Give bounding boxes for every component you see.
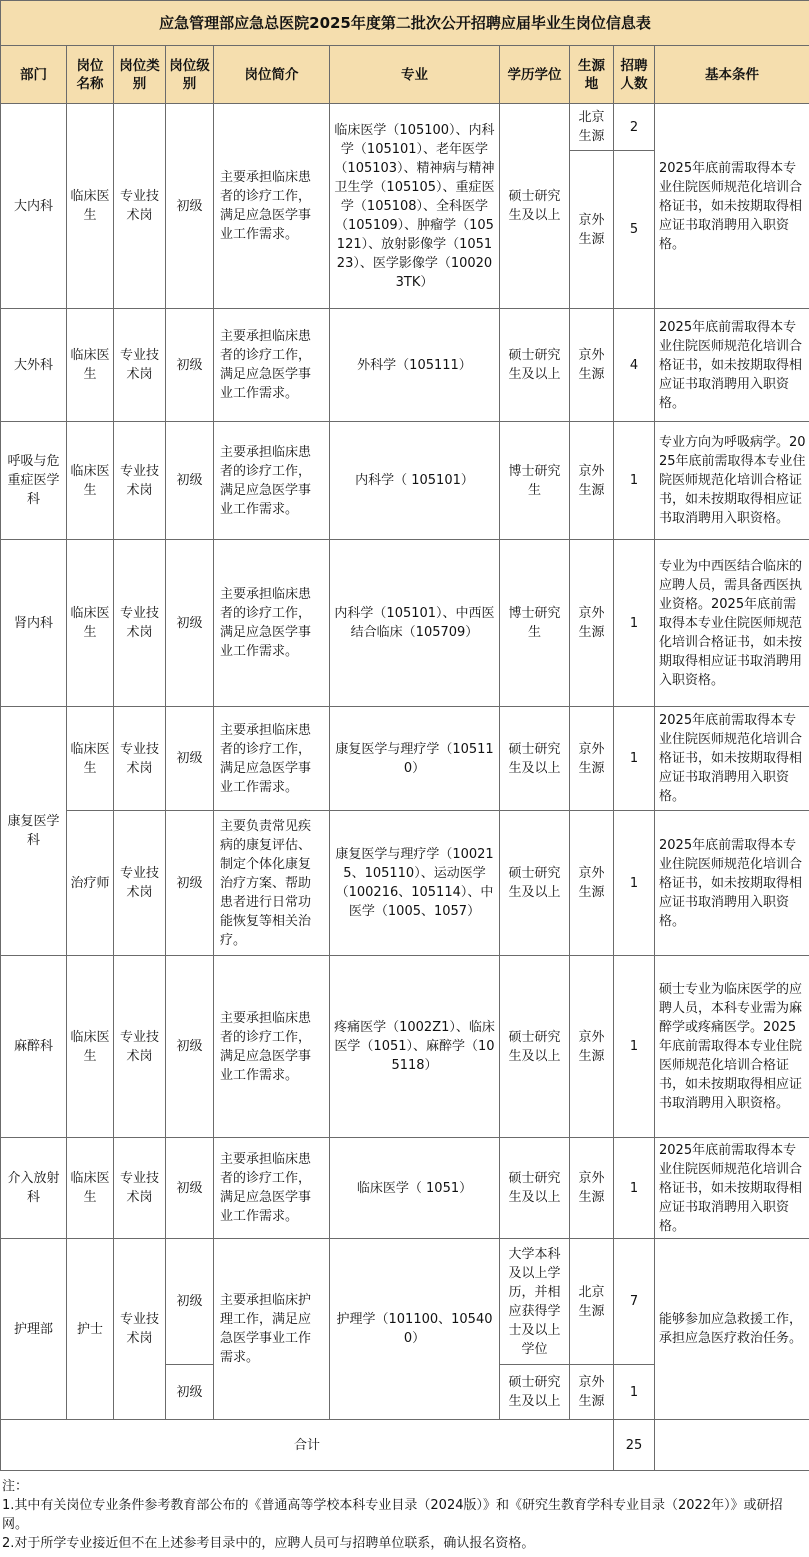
col-pos-desc: 岗位简介 (214, 46, 330, 104)
edu-cell: 硕士研究生及以上 (500, 707, 570, 811)
header-row (1, 46, 809, 104)
req-cell: 2025年底前需取得本专业住院医师规范化培训合格证书，如未按期取得相应证书取消聘用入职资格。 (655, 309, 809, 422)
origin-cell: 京外生源 (570, 956, 614, 1138)
pos-type-cell: 专业技术岗 (114, 811, 166, 956)
origin-cell: 京外生源 (570, 1138, 614, 1239)
desc-cell: 主要承担临床患者的诊疗工作，满足应急医学事业工作需求。 (214, 956, 330, 1138)
level-cell: 初级 (166, 540, 214, 707)
pos-type-cell: 专业技术岗 (114, 540, 166, 707)
major-cell: 内科学（ 105101） (330, 422, 500, 540)
col-major: 专业 (330, 46, 500, 104)
pos-name-cell: 临床医生 (67, 540, 114, 707)
pos-name-cell: 临床医生 (67, 956, 114, 1138)
notes-head: 注： (2, 1479, 29, 1494)
col-count: 招聘人数 (614, 46, 655, 104)
edu-cell: 硕士研究生及以上 (500, 1138, 570, 1239)
origin-cell: 京外生源 (570, 1365, 614, 1420)
level-cell: 初级 (166, 1365, 214, 1420)
pos-type-cell: 专业技术岗 (114, 104, 166, 309)
dept-cell: 大外科 (1, 309, 67, 422)
count-cell: 1 (614, 540, 655, 707)
table-row (1, 1239, 809, 1365)
table-row (1, 956, 809, 1138)
count-cell: 1 (614, 422, 655, 540)
pos-type-cell: 专业技术岗 (114, 1138, 166, 1239)
dept-cell: 大内科 (1, 104, 67, 309)
origin-cell: 京外生源 (570, 707, 614, 811)
total-row (1, 1420, 809, 1471)
major-cell: 护理学（101100、105400） (330, 1239, 500, 1420)
pos-type-cell: 专业技术岗 (114, 707, 166, 811)
req-cell: 专业方向为呼吸病学。2025年底前需取得本专业住院医师规范化培训合格证书，如未按期取得相应证书取消聘用入职资格。 (655, 422, 809, 540)
level-cell: 初级 (166, 309, 214, 422)
desc-cell: 主要承担临床患者的诊疗工作，满足应急医学事业工作需求。 (214, 104, 330, 309)
desc-cell: 主要承担临床患者的诊疗工作，满足应急医学事业工作需求。 (214, 540, 330, 707)
major-cell: 康复医学与理疗学（105110） (330, 707, 500, 811)
req-cell: 能够参加应急救援工作，承担应急医疗救治任务。 (655, 1239, 809, 1420)
level-cell: 初级 (166, 956, 214, 1138)
origin-cell: 京外生源 (570, 309, 614, 422)
col-dept: 部门 (1, 46, 67, 104)
dept-cell: 介入放射科 (1, 1138, 67, 1239)
pos-name-cell: 临床医生 (67, 309, 114, 422)
pos-name-cell: 治疗师 (67, 811, 114, 956)
level-cell: 初级 (166, 104, 214, 309)
col-pos-name: 岗位名称 (67, 46, 114, 104)
major-cell: 内科学（105101）、中西医结合临床（105709） (330, 540, 500, 707)
pos-type-cell: 专业技术岗 (114, 422, 166, 540)
total-count: 25 (614, 1420, 655, 1471)
table-title: 应急管理部应急总医院2025年度第二批次公开招聘应届毕业生岗位信息表 (1, 1, 809, 46)
desc-cell: 主要负责常见疾病的康复评估、制定个体化康复治疗方案、帮助患者进行日常功能恢复等相关治疗。 (214, 811, 330, 956)
table-row (1, 811, 809, 956)
desc-cell: 主要承担临床患者的诊疗工作，满足应急医学事业工作需求。 (214, 707, 330, 811)
pos-name-cell: 临床医生 (67, 422, 114, 540)
edu-cell: 大学本科及以上学历，并相应获得学士及以上学位 (500, 1239, 570, 1365)
pos-type-cell: 专业技术岗 (114, 956, 166, 1138)
edu-cell: 硕士研究生及以上 (500, 104, 570, 309)
edu-cell: 博士研究生 (500, 540, 570, 707)
pos-name-cell: 临床医生 (67, 1138, 114, 1239)
edu-cell: 硕士研究生及以上 (500, 811, 570, 956)
col-pos-type: 岗位类别 (114, 46, 166, 104)
major-cell: 康复医学与理疗学（100215、105110）、运动医学（100216、105114）、中医学（1005、1057） (330, 811, 500, 956)
col-pos-level: 岗位级别 (166, 46, 214, 104)
level-cell: 初级 (166, 707, 214, 811)
edu-cell: 硕士研究生及以上 (500, 1365, 570, 1420)
count-cell: 1 (614, 707, 655, 811)
pos-name-cell: 临床医生 (67, 707, 114, 811)
edu-cell: 硕士研究生及以上 (500, 956, 570, 1138)
count-cell: 4 (614, 309, 655, 422)
origin-cell: 京外生源 (570, 540, 614, 707)
req-cell: 硕士专业为临床医学的应聘人员，本科专业需为麻醉学或疼痛医学。2025年底前需取得本专业住院医师规范化培训合格证书，如未按期取得相应证书取消聘用入职资格。 (655, 956, 809, 1138)
desc-cell: 主要承担临床患者的诊疗工作，满足应急医学事业工作需求。 (214, 1138, 330, 1239)
major-cell: 临床医学（105100）、内科学（105101）、老年医学（105103）、精神病与精神卫生学（105105）、重症医学（105108）、全科医学（105109）、肿瘤学（105121）、放射影像学（105123）、医学影像学（100203TK） (330, 104, 500, 309)
col-edu: 学历学位 (500, 46, 570, 104)
dept-cell: 呼吸与危重症医学科 (1, 422, 67, 540)
dept-cell: 护理部 (1, 1239, 67, 1420)
level-cell: 初级 (166, 1239, 214, 1365)
pos-name-cell: 临床医生 (67, 104, 114, 309)
edu-cell: 硕士研究生及以上 (500, 309, 570, 422)
dept-cell: 麻醉科 (1, 956, 67, 1138)
table-row (1, 309, 809, 422)
major-cell: 临床医学（ 1051） (330, 1138, 500, 1239)
req-cell: 2025年底前需取得本专业住院医师规范化培训合格证书，如未按期取得相应证书取消聘用入职资格。 (655, 1138, 809, 1239)
origin-cell: 京外生源 (570, 422, 614, 540)
count-cell: 1 (614, 1138, 655, 1239)
note-2: 2.对于所学专业接近但不在上述参考目录中的，应聘人员可与招聘单位联系，确认报名资格。 (2, 1536, 535, 1551)
origin-cell: 北京生源 (570, 1239, 614, 1365)
table-row (1, 707, 809, 811)
edu-cell: 博士研究生 (500, 422, 570, 540)
total-empty (655, 1420, 809, 1471)
origin-cell: 北京生源 (570, 104, 614, 151)
table-row (1, 540, 809, 707)
origin-cell: 京外生源 (570, 151, 614, 309)
major-cell: 外科学（105111） (330, 309, 500, 422)
level-cell: 初级 (166, 811, 214, 956)
level-cell: 初级 (166, 422, 214, 540)
pos-type-cell: 专业技术岗 (114, 309, 166, 422)
col-req: 基本条件 (655, 46, 809, 104)
level-cell: 初级 (166, 1138, 214, 1239)
desc-cell: 主要承担临床护理工作，满足应急医学事业工作需求。 (214, 1239, 330, 1420)
pos-name-cell: 护士 (67, 1239, 114, 1420)
desc-cell: 主要承担临床患者的诊疗工作，满足应急医学事业工作需求。 (214, 422, 330, 540)
dept-cell: 康复医学科 (1, 707, 67, 956)
note-1: 1.其中有关岗位专业条件参考教育部公布的《普通高等学校本科专业目录（2024版）》和《研究生教育学科专业目录（2022年）》或研招网。 (2, 1498, 783, 1532)
col-origin: 生源地 (570, 46, 614, 104)
req-cell: 专业为中西医结合临床的应聘人员，需具备西医执业资格。2025年底前需取得本专业住院医师规范化培训合格证书，如未按期取得相应证书取消聘用入职资格。 (655, 540, 809, 707)
count-cell: 2 (614, 104, 655, 151)
total-label: 合计 (1, 1420, 614, 1471)
req-cell: 2025年底前需取得本专业住院医师规范化培训合格证书，如未按期取得相应证书取消聘用入职资格。 (655, 707, 809, 811)
count-cell: 1 (614, 956, 655, 1138)
desc-cell: 主要承担临床患者的诊疗工作，满足应急医学事业工作需求。 (214, 309, 330, 422)
dept-cell: 肾内科 (1, 540, 67, 707)
origin-cell: 京外生源 (570, 811, 614, 956)
count-cell: 5 (614, 151, 655, 309)
count-cell: 1 (614, 811, 655, 956)
req-cell: 2025年底前需取得本专业住院医师规范化培训合格证书，如未按期取得相应证书取消聘用入职资格。 (655, 811, 809, 956)
count-cell: 1 (614, 1365, 655, 1420)
count-cell: 7 (614, 1239, 655, 1365)
table-row (1, 104, 809, 151)
major-cell: 疼痛医学（1002Z1）、临床医学（1051）、麻醉学（105118） (330, 956, 500, 1138)
notes (2, 1477, 808, 1553)
req-cell: 2025年底前需取得本专业住院医师规范化培训合格证书，如未按期取得相应证书取消聘用入职资格。 (655, 104, 809, 309)
table-row (1, 422, 809, 540)
table-row (1, 1138, 809, 1239)
pos-type-cell: 专业技术岗 (114, 1239, 166, 1420)
